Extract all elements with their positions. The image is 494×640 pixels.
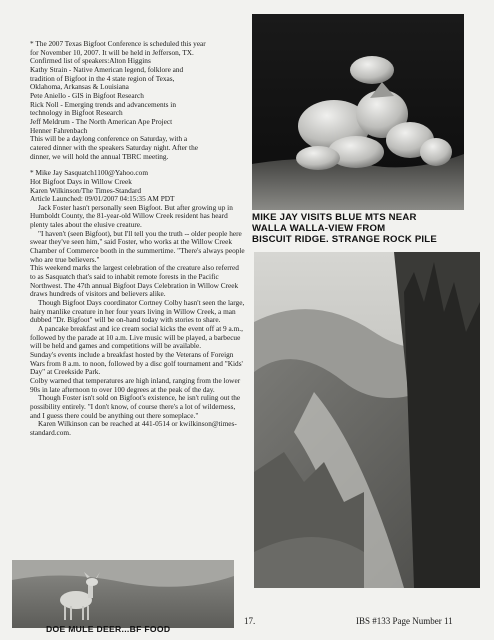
- conference-line: Pete Aniello - GIS in Bigfoot Research: [30, 90, 144, 100]
- article-paragraph: This weekend marks the largest celebration of the creature also referred to as Sasquatch that's said to inhabit remote forests in the Pacific Northwest. The 47th annual Bigfoot Days Celebration in Willow Creek draws hundreds of visitors and believers alike.: [30, 263, 239, 299]
- conference-line: tradition of Bigfoot in the 4 state region of Texas,: [30, 73, 175, 83]
- valley-view-photo: [254, 252, 480, 588]
- conference-line: for November 10, 2007. It will be held in Jefferson, TX.: [30, 47, 194, 57]
- caption-line: MIKE JAY VISITS BLUE MTS NEAR: [252, 212, 417, 223]
- article-paragraph: Though Bigfoot Days coordinator Cortney Colby hasn't seen the large, hairy manlike creature in her four years living in Willow Creek, a man dubbed "Dr. Bigfoot" will be on-hand today with stories to share.: [30, 298, 245, 325]
- rock-pile-image: [252, 14, 464, 210]
- deer-image: [12, 560, 234, 628]
- rock-pile-caption: [252, 212, 480, 245]
- conference-line: Kathy Strain - Native American legend, folklore and: [30, 64, 184, 74]
- bigfoot-days-article: [30, 169, 246, 437]
- rock-pile-photo: [252, 14, 464, 210]
- article-header-line: Article Launched: 09/01/2007 04:15:35 AM PDT: [30, 194, 175, 204]
- deer-caption: DOE MULE DEER...BF FOOD: [46, 624, 171, 634]
- mule-deer-photo: [12, 560, 234, 628]
- conference-line: dinner, we will hold the annual TBRC meeting.: [30, 151, 169, 161]
- article-header-line: * Mike Jay Sasquatch1100@Yahoo.com: [30, 168, 148, 178]
- article-paragraph: Jack Foster hasn't personally seen Bigfoot. But after growing up in Humboldt County, the 81-year-old Willow Creek resident has heard plenty tales about the elusive creature.: [30, 202, 233, 230]
- conference-line: Oklahoma, Arkansas & Louisiana: [30, 82, 129, 92]
- conference-line: technology in Bigfoot Research: [30, 108, 123, 118]
- conference-line: Jeff Meldrum - The North American Ape Project: [30, 116, 173, 126]
- conference-line: Henner Fahrenbach: [30, 125, 88, 135]
- conference-line: Confirmed list of speakers:Alton Higgins: [30, 56, 151, 66]
- conference-line: catered dinner with the speakers Saturday night. After the: [30, 142, 198, 152]
- page-number: 17.: [244, 616, 256, 626]
- article-paragraph: A pancake breakfast and ice cream social kicks the event off at 9 a.m., followed by the parade at 10 a.m. Live music will be played, a barbecue will be held and games and competitions will be available.: [30, 324, 243, 351]
- caption-line: WALLA WALLA-VIEW FROM: [252, 223, 386, 234]
- article-header-line: Karen Wilkinson/The Times-Standard: [30, 185, 142, 195]
- article-paragraph: "I haven't (seen Bigfoot), but I'll tell you the truth -- older people here swear they've seen him," said Foster, who works at the Willow Creek Chamber of Commerce booth in the summertime. "There's always people who are true believers.": [30, 228, 245, 264]
- conference-article: [30, 40, 246, 161]
- article-paragraph: Though Foster isn't sold on Bigfoot's existence, he isn't ruling out the possibility entirely. "I don't know, of course there's a lot of wilderness, and I guess there could be anything out there someplace.": [30, 393, 241, 420]
- conference-line: Rick Noll - Emerging trends and advancements in: [30, 99, 176, 109]
- article-paragraph: Sunday's events include a breakfast hosted by the Veterans of Foreign Wars from 8 a.m. to noon, followed by a disc golf tournament and "Kids' Day" at Creekside Park.: [30, 349, 243, 377]
- article-paragraph: Karen Wilkinson can be reached at 441-0514 or kwilkinson@times-standard.com.: [30, 419, 237, 437]
- article-header-line: Hot Bigfoot Days in Willow Creek: [30, 176, 132, 186]
- text-column: [30, 40, 246, 438]
- caption-line: BISCUIT RIDGE. STRANGE ROCK PILE: [252, 234, 437, 245]
- conference-line: This will be a daylong conference on Saturday, with a: [30, 134, 188, 144]
- issue-footer: IBS #133 Page Number 11: [356, 616, 453, 626]
- valley-image: [254, 252, 480, 588]
- article-paragraph: Colby warned that temperatures are high inland, ranging from the lower 90s in late afternoon to over 100 degrees at the peak of the day.: [30, 375, 241, 394]
- conference-line: * The 2007 Texas Bigfoot Conference is scheduled this year: [30, 39, 206, 48]
